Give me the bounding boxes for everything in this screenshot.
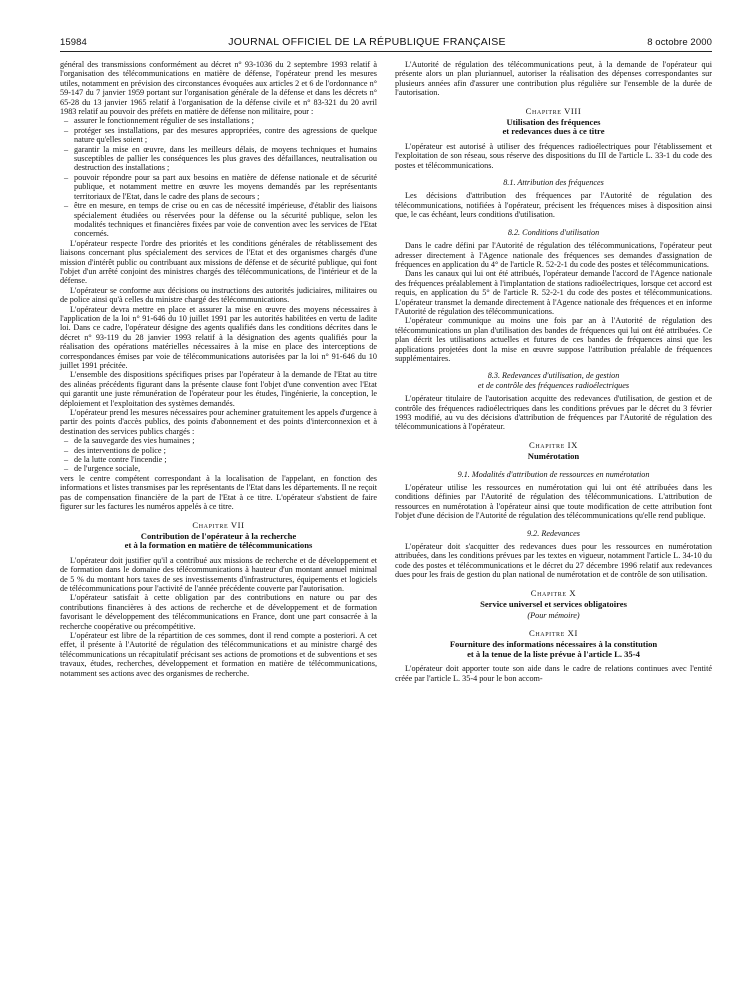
section-heading: 9.2. Redevances bbox=[527, 528, 580, 538]
chapter-title-line: et à la formation en matière de télécommunications bbox=[124, 540, 313, 551]
paragraph: Les décisions d'attribution des fréquences par l'Autorité de régulation des télécommunications, notifiées à l'opérateur, précisent les fréquences mises à disposition ainsi que, le cas échéant, leurs conditions d'utilisation. bbox=[395, 191, 712, 220]
left-column bbox=[60, 60, 377, 683]
section-heading-line: 8.3. Redevances d'utilisation, de gestion bbox=[487, 371, 620, 381]
chapter-title-line: et redevances dues à ce titre bbox=[502, 126, 605, 137]
emergency-services-list bbox=[60, 436, 377, 474]
section-heading bbox=[395, 371, 712, 390]
chapter-label: Chapitre IX bbox=[529, 439, 578, 450]
paragraph: L'opérateur est libre de la répartition de ces sommes, dont il rend compte a posteriori. A cet effet, il présente à l'Autorité de régulation des télécommunications et au ministre chargé des télécommunications un récapitulatif précisant ses actions de promotions et de subventions et ses travaux, études, recherches, développement et formation en matière de télécommunications, notamment ses actions avec des organismes de recherche. bbox=[60, 630, 377, 678]
chapter-title-line: Utilisation des fréquences bbox=[506, 117, 601, 128]
section-heading: 8.1. Attribution des fréquences bbox=[503, 178, 604, 188]
paragraph: L'opérateur utilise les ressources en numérotation qui lui ont été attribuées dans les conditions définies par l'Autorité de régulation des télécommunications. L'attribution de ressources en numérotation à l'opérateur ainsi que toute modification de cette attribution font l'objet d'une décision de l'Autorité de régulation des télécommunications qu'elle rend publique. bbox=[395, 483, 712, 521]
page-header bbox=[60, 36, 712, 48]
chapter-label: Chapitre X bbox=[530, 587, 577, 598]
chapter-label: Chapitre VII bbox=[192, 519, 245, 530]
paragraph: L'opérateur satisfait à cette obligation par des contributions en nature ou par des contributions financières à des actions de recherche et de développement et de formation favorisant le développement des télécommunications en France, dont une part consacrée à la recherche coopérative ou précompétitive. bbox=[60, 593, 377, 631]
chapter-title-line: et à la tenue de la liste prévue à l'article L. 35-4 bbox=[467, 648, 640, 659]
chapter-title: Service universel et services obligatoires bbox=[480, 599, 627, 610]
chapter-title-line: Fourniture des informations nécessaires à la constitution bbox=[449, 639, 658, 650]
paragraph: L'opérateur titulaire de l'autorisation acquitte des redevances d'utilisation, de gestion et de contrôle des fréquences radioélectriques dans les conditions prévues par le décret du 3 février 1993 modifié, au vu des décisions d'attribution de fréquences par l'Autorité de régulation des télécommunications à l'opérateur. bbox=[395, 394, 712, 432]
issue-date: 8 octobre 2000 bbox=[647, 37, 712, 48]
journal-title: JOURNAL OFFICIEL DE LA RÉPUBLIQUE FRANÇAISE bbox=[228, 36, 506, 48]
text-columns bbox=[60, 60, 712, 683]
list-item: – de l'urgence sociale, bbox=[74, 464, 377, 473]
chapter-label: Chapitre XI bbox=[529, 627, 578, 638]
list-item: – de la lutte contre l'incendie ; bbox=[74, 455, 377, 464]
header-rule bbox=[60, 51, 712, 52]
paragraph: L'Autorité de régulation des télécommunications peut, à la demande de l'opérateur qui présente alors un plan pluriannuel, autoriser la réalisation des dépenses correspondantes sur plusieurs années afin d'assurer une contribution plus régulière sur l'ensemble de la durée de l'autorisation. bbox=[395, 60, 712, 98]
section-heading-line: et de contrôle des fréquences radioélectriques bbox=[477, 380, 630, 390]
paragraph: L'ensemble des dispositions spécifiques prises par l'opérateur à la demande de l'Etat au titre des alinéas précédents figurant dans la présente clause font l'objet d'une convention avec l'Etat qui garantit une juste rémunération de l'opérateur pour les études, l'ingénierie, la conception, le déploiement et l'exploitation des systèmes demandés. bbox=[60, 370, 377, 408]
chapter-title-line: Contribution de l'opérateur à la recherche bbox=[140, 530, 297, 541]
chapter-note: (Pour mémoire) bbox=[527, 610, 580, 620]
chapter-label: Chapitre VIII bbox=[525, 105, 582, 116]
chapter-title bbox=[60, 532, 377, 551]
list-item: – des interventions de police ; bbox=[74, 446, 377, 455]
paragraph: L'opérateur prend les mesures nécessaires pour acheminer gratuitement les appels d'urgence à partir des points d'accès publics, des points d'abonnement et des points d'interconnexion et à destination des services publics chargés : bbox=[60, 408, 377, 436]
right-column bbox=[395, 60, 712, 683]
section-heading: 8.2. Conditions d'utilisation bbox=[507, 227, 600, 237]
page-number: 15984 bbox=[60, 37, 87, 48]
list-item: – protéger ses installations, par des mesures appropriées, contre des agressions de quelque nature qu'elles soient ; bbox=[74, 126, 377, 145]
section-heading: 9.1. Modalités d'attribution de ressources en numérotation bbox=[457, 469, 650, 479]
chapter-title bbox=[395, 118, 712, 137]
paragraph: L'opérateur doit justifier qu'il a contribué aux missions de recherche et de développement et de formation dans le domaine des télécommunications à hauteur d'un montant annuel minimal de 5 % du montant hors taxes de ses investissements d'infrastructures, équipements et logiciels de télécommunications pour l'activité de l'année précédente couverte par l'autorisation. bbox=[60, 555, 377, 593]
defense-measures-list bbox=[60, 116, 377, 238]
list-item: – être en mesure, en temps de crise ou en cas de nécessité impérieuse, d'établir des liaisons spécialement étudiées ou réservées pour la défense ou la sécurité publique, selon les modalités techniques et financières fixées par voie de convention avec les services de l'Etat concernés. bbox=[74, 201, 377, 239]
paragraph: L'opérateur respecte l'ordre des priorités et les conditions générales de rétablissement des liaisons concernant plus spécialement des services de l'Etat et des organismes chargés d'une mission d'intérêt public ou contribuant aux missions de défense et de sécurité publique, qui font l'objet d'un arrêté conjoint des ministres chargés des télécommunications, de l'intérieur et de la défense. bbox=[60, 238, 377, 286]
paragraph: L'opérateur doit s'acquitter des redevances dues pour les ressources en numérotation attribuées, dans les conditions prévues par les textes en vigueur, notamment l'article L. 34-10 du code des postes et télécommunications et le décret du 27 décembre 1996 relatif aux redevances dues pour les frais de gestion du plan national de numérotation et de contrôle de son utilisation. bbox=[395, 542, 712, 580]
paragraph: L'opérateur est autorisé à utiliser des fréquences radioélectriques pour l'établissement et l'exploitation de son réseau, sous réserve des dispositions du III de l'article L. 33-1 du code des postes et télécommunications. bbox=[395, 141, 712, 170]
paragraph: L'opérateur se conforme aux décisions ou instructions des autorités judiciaires, militaires ou de police ainsi qu'à celles du ministre chargé des télécommunications. bbox=[60, 285, 377, 305]
paragraph: L'opérateur doit apporter toute son aide dans le cadre de relations continues avec l'entité créée par l'article L. 35-4 pour le bon accom- bbox=[395, 664, 712, 683]
paragraph: L'opérateur communique au moins une fois par an à l'Autorité de régulation des télécommunications un plan d'utilisation des bandes de fréquences qui lui ont été attribuées. Ce plan décrit les utilisations actuelles et futures de ces bandes de fréquences ainsi que les applications projetées dont la mise en œuvre suppose l'attribution préalable de fréquences supplémentaires. bbox=[395, 316, 712, 363]
paragraph: Dans les canaux qui lui ont été attribués, l'opérateur demande l'accord de l'Agence nationale des fréquences préalablement à l'implantation de stations radioélectriques, lorsque cet accord est requis, en application du 5° de l'article R. 52-2-1 du code des postes et télécommunications. L'opérateur transmet la demande directement à l'Agence nationale des fréquences et en informe l'Autorité de régulation des télécommunications. bbox=[395, 269, 712, 316]
chapter-title: Numérotation bbox=[527, 451, 580, 462]
list-item: – assurer le fonctionnement régulier de ses installations ; bbox=[74, 116, 377, 125]
list-item: – garantir la mise en œuvre, dans les meilleurs délais, de moyens techniques et humains susceptibles de pallier les conséquences les plus graves des défaillances, neutralisation ou destruction des installations ; bbox=[74, 145, 377, 173]
chapter-title bbox=[395, 640, 712, 659]
paragraph: Dans le cadre défini par l'Autorité de régulation des télécommunications, l'opérateur peut adresser directement à l'Agence nationale des fréquences ses demandes d'assignation de fréquences en application du 4° de l'article R. 52-2-1 du code des postes et télécommunications. bbox=[395, 241, 712, 269]
list-item: – de la sauvegarde des vies humaines ; bbox=[74, 436, 377, 445]
paragraph: L'opérateur devra mettre en place et assurer la mise en œuvre des moyens nécessaires à l'application de la loi n° 91-646 du 10 juillet 1991 par les autorités habilitées en vertu de ladite loi. Dans ce cadre, l'opérateur désigne des agents qualifiés dans les conditions décrites dans le décret n° 93-119 du 28 janvier 1993 relatif à la désignation des agents qualifiés pour la réalisation des opérations matérielles nécessaires à la mise en place des interceptions de correspondances émises par voie de télécommunications autorisées par la loi n° 91-646 du 10 juillet 1991 précitée. bbox=[60, 304, 377, 370]
list-item: – pouvoir répondre pour sa part aux besoins en matière de défense nationale et de sécurité publique, et notamment mettre en œuvre les moyens demandés par les représentants territoriaux de l'Etat, dans le cadre des plans de secours ; bbox=[74, 173, 377, 201]
paragraph: général des transmissions conformément au décret n° 93-1036 du 2 septembre 1993 relatif à l'organisation des télécommunications en matière de défense, l'opérateur prend les mesures utiles, notamment en prévision des circonstances évoquées aux articles 2 et 6 de l'ordonnance n° 59-147 du 7 janvier 1959 portant sur l'organisation générale de la défense et dans les décrets n° 65-28 du 13 janvier 1965 relatif à l'organisation de la défense civile et n° 83-321 du 20 avril 1983 relatif au pouvoir des préfets en matière de défense non militaire, pour : bbox=[60, 60, 377, 117]
paragraph: vers le centre compétent correspondant à la localisation de l'appelant, en fonction des informations et listes transmises par les représentants de l'Etat dans les départements. Il ne reçoit pas de compensation financière de la part de l'Etat à ce titre. L'opérateur s'abstient de faire figurer sur les factures les numéros appelés à ce titre. bbox=[60, 473, 377, 512]
